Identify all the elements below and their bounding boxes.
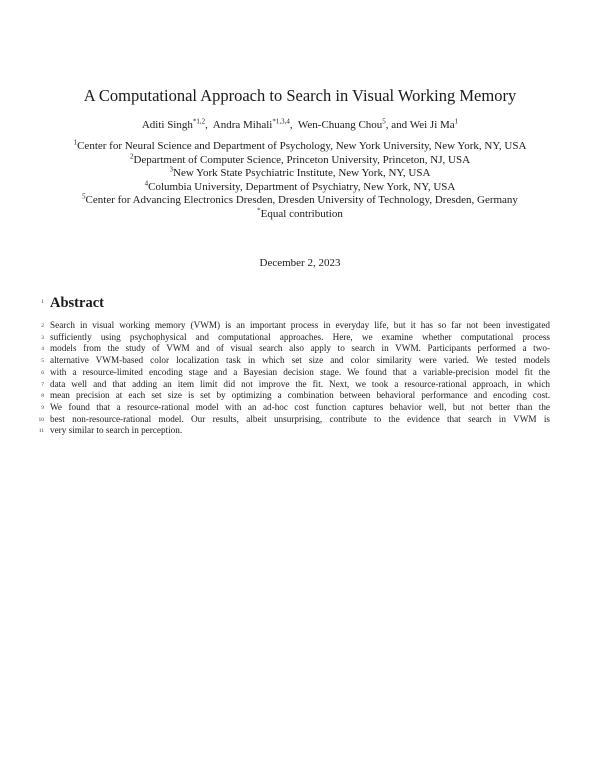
abstract-line: data well and that adding an item limit did not improve the fit. Next, we took a resource-rational approach, in which [50, 378, 550, 389]
line-number: 9 [41, 404, 44, 411]
line-number: 2 [41, 323, 44, 329]
line-number: 1 [41, 299, 44, 305]
line-number: 6 [41, 369, 44, 376]
line-number: 4 [41, 346, 44, 353]
author-name: Wei Ji Ma [409, 119, 455, 131]
affiliation-text: Center for Advancing Electronics Dresden, Dresden University of Technology, Dresden, Germany [85, 194, 518, 207]
affiliation-text: New York State Psychiatric Institute, New York, NY, USA [173, 167, 431, 180]
author-affiliation-marker: 1 [454, 117, 459, 126]
affiliation-marker: 1 [73, 138, 78, 147]
paper-title: A Computational Approach to Search in Visual Working Memory [83, 86, 517, 105]
affiliation-marker: 5 [82, 192, 86, 201]
affiliation [40, 167, 560, 181]
abstract-line: Search in visual working memory (VWM) is an important process in everyday life, but it has so far not been investigated [50, 320, 550, 330]
author-name: Aditi Singh [141, 119, 193, 131]
abstract-line: with a resource-limited encoding stage and a Bayesian decision stage. We found that a variable-precision model fit the [50, 366, 550, 377]
author-separator: , and [385, 119, 410, 131]
line-number: 5 [41, 358, 44, 365]
line-number: 10 [38, 416, 44, 423]
abstract-line: mean precision at each set size is set by optimizing a combination between behavioral performance and encoding cost. [50, 390, 550, 401]
affiliation-text: Columbia University, Department of Psychiatry, New York, NY, USA [148, 180, 456, 193]
affiliation-text: Equal contribution [260, 207, 343, 220]
affiliation [40, 208, 560, 222]
abstract-line: very similar to search in perception. [50, 425, 183, 436]
affiliation [40, 181, 560, 195]
author-affiliation-marker: 5 [382, 117, 386, 126]
affiliation-marker: 3 [169, 165, 174, 174]
affiliation-text: Department of Computer Science, Princeton University, Princeton, NJ, USA [133, 153, 471, 166]
abstract-line: sufficiently using psychophysical and computational approaches. Here, we examine whether computational process [50, 331, 550, 342]
affiliation-marker: 4 [144, 179, 149, 188]
line-number: 8 [41, 393, 44, 400]
affiliation [40, 194, 560, 208]
paper-date: December 2, 2023 [259, 257, 341, 269]
author-name: Andra Mihali [212, 119, 273, 131]
author-affiliation-marker: *1,3,4 [272, 117, 290, 126]
affiliation-list [40, 140, 560, 222]
author-separator: , [289, 119, 298, 131]
author-list [0, 117, 600, 133]
author-affiliation-marker: *1,2 [192, 117, 206, 126]
affiliation-marker: 2 [129, 151, 134, 160]
abstract-heading: Abstract [50, 295, 104, 311]
author-name: Wen-Chuang Chou [297, 119, 383, 131]
affiliation [40, 140, 560, 154]
line-number: 11 [38, 428, 44, 435]
abstract-body [50, 320, 550, 437]
affiliation [40, 151, 560, 168]
abstract-line: alternative VWM-based color localization task in which set size and color similarity were varied. We tested models [50, 355, 550, 366]
abstract-line: best non-resource-rational model. Our results, albeit unsurprising, contribute to the evidence that search in VWM is [50, 413, 550, 424]
line-number: 3 [41, 334, 44, 341]
line-number: 7 [41, 381, 44, 388]
author-separator: , [205, 119, 213, 131]
abstract-line: We found that a resource-rational model with an ad-hoc cost function captures behavior well, but not better than the [50, 401, 550, 412]
affiliation-text: Center for Neural Science and Department of Psychology, New York University, New York, NY, USA [77, 140, 527, 152]
affiliation-marker: * [257, 206, 261, 215]
abstract-line: models from the study of VWM and of visual search also apply to search in VWM. Participants performed a two- [50, 343, 550, 354]
